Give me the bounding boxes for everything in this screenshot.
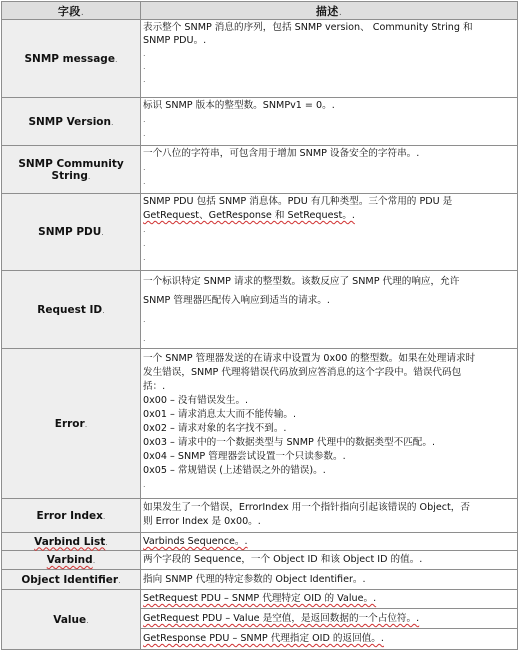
field-name: SNMP message. <box>2 20 141 98</box>
table-row <box>2 146 518 194</box>
table-row <box>2 551 518 570</box>
field-name: Varbind List. <box>2 533 141 551</box>
field-description: 一个 SNMP 管理器发送的在请求中设置为 0x00 的整型数。如果在处理请求时 发生错误，SNMP 代理将错误代码放到应答消息的这个字段中。错误代码包 括：. 0x00 – 没有错误发生。. 0x01 – 请求消息太大而不能传输。. 0x02 – 请求对象的名字找不到。. 0x03 – 请求中的一个数据类型与 SNMP 代理中的数据类型不匹配。. 0x04 – SNMP 管理器尝试设置一个只读参数。. 0x05 – 常规错误 (上述错误之外的错误)。. . <box>141 349 518 499</box>
table-row <box>2 349 518 499</box>
field-name: SNMP Version. <box>2 98 141 146</box>
value-subrow: GetRequest PDU – Value 是空值，是返回数据的一个占位符。. <box>141 608 517 628</box>
field-name: SNMP Community String. <box>2 146 141 194</box>
field-name: Error. <box>2 349 141 499</box>
field-name: Object Identifier. <box>2 570 141 590</box>
field-name: SNMP PDU. <box>2 194 141 271</box>
field-description <box>141 590 518 650</box>
table-row <box>2 570 518 590</box>
table-row <box>2 20 518 98</box>
snmp-fields-table <box>1 1 518 650</box>
snmp-fields-table-container <box>1 1 517 644</box>
header-description: 描述. <box>141 2 518 20</box>
field-description: 表示整个 SNMP 消息的序列，包括 SNMP version、 Community String 和 SNMP PDU。. . . . <box>141 20 518 98</box>
field-name: Error Index. <box>2 499 141 533</box>
field-description: 标识 SNMP 版本的整型数。SNMPv1 = 0。. . . <box>141 98 518 146</box>
table-row-value <box>2 590 518 650</box>
field-description: 指向 SNMP 代理的特定参数的 Object Identifier。. <box>141 570 518 590</box>
table-row <box>2 533 518 551</box>
field-description: 一个八位的字符串，可包含用于增加 SNMP 设备安全的字符串。. . . <box>141 146 518 194</box>
table-header-row <box>2 2 518 20</box>
field-description: 如果发生了一个错误，ErrorIndex 用一个指针指向引起该错误的 Object，否 则 Error Index 是 0x00。. <box>141 499 518 533</box>
header-field: 字段. <box>2 2 141 20</box>
table-row <box>2 499 518 533</box>
field-name: Varbind. <box>2 551 141 570</box>
field-description: SNMP PDU 包括 SNMP 消息体。PDU 有几种类型。三个常用的 PDU 是 GetRequest、GetResponse 和 SetRequest。. . . . <box>141 194 518 271</box>
value-subrow: SetRequest PDU – SNMP 代理特定 OID 的 Value。. <box>143 593 377 604</box>
value-subrow: GetResponse PDU – SNMP 代理指定 OID 的返回值。. <box>141 628 517 647</box>
field-description: 一个标识特定 SNMP 请求的整型数。该数反应了 SNMP 代理的响应，允许 SNMP 管理器匹配传入响应到适当的请求。. . . <box>141 271 518 349</box>
field-description: 两个字段的 Sequence，一个 Object ID 和该 Object ID 的值。. <box>141 551 518 570</box>
table-row <box>2 194 518 271</box>
table-row <box>2 98 518 146</box>
field-description: Varbinds Sequence。. <box>141 533 518 551</box>
table-row <box>2 271 518 349</box>
field-name: Value. <box>2 590 141 650</box>
field-name: Request ID. <box>2 271 141 349</box>
